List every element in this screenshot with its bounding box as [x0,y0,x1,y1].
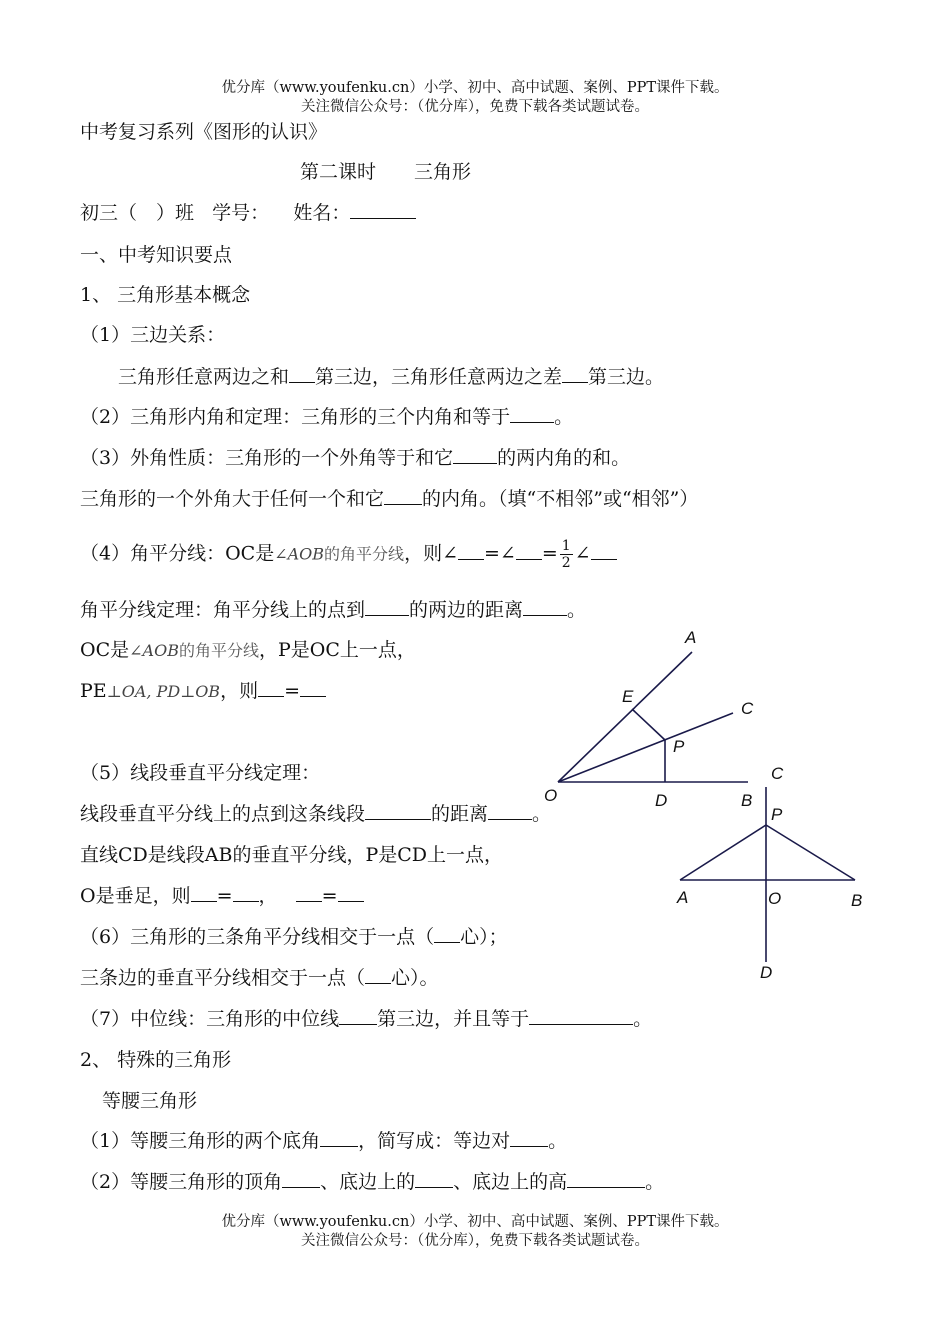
o-part-b: = [216,885,233,907]
angle-bisector-figure [558,652,748,782]
perp-part-b: 的距离 [431,803,489,825]
p2-part-b: 。 [554,406,574,428]
label-p-fig1: P [673,737,685,756]
q2-part-a: （2）等腰三角形的顶角 [80,1171,283,1193]
pe-part-c: = [284,680,300,702]
p1-part-a: 三角形任意两边之和 [118,366,290,388]
p3-part-a: （3）外角性质：三角形的一个外角等于和它 [80,447,454,469]
q1-part-c: 。 [548,1130,568,1152]
q1-part-b: ，简写成：等边对 [358,1130,511,1152]
bis-part-a: 角平分线定理：角平分线上的点到 [80,599,366,621]
label-c-fig1: C [741,699,754,718]
label-b-fig1: B [741,791,753,810]
o-part-d: = [321,885,338,907]
label-e-fig1: E [622,687,634,706]
bis-part-c: 。 [567,599,587,621]
p4-note: 的角平分线 [324,544,405,564]
p4-part-c: =∠ [483,542,516,565]
q2-part-d: 。 [645,1171,665,1193]
p1-part-b: 第三边，三角形任意两边之差 [315,366,563,388]
label-o-fig1: O [544,786,558,805]
q2-part-b: 、底边上的 [320,1171,416,1193]
pe-math: ⊥OA, PD⊥OB [106,682,221,701]
segment-pb [766,825,855,880]
p4-part-a: （4）角平分线：OC是 [80,542,275,565]
label-a-fig2: A [677,888,689,907]
bis-part-b: 的两边的距离 [409,599,524,621]
p6-part-a: （6）三角形的三条角平分线相交于一点（ [80,926,435,948]
cd-line: 直线CD是线段AB的垂直平分线，P是CD上一点， [80,844,504,866]
id-label: 学号： [212,202,270,224]
item2-heading: 2、 特殊的三角形 [80,1049,232,1071]
p3c-part-a: 三角形的一个外角大于任何一个和它 [80,488,385,510]
p4-part-b: ，则∠ [404,542,458,565]
ray-oa [558,652,692,782]
fraction-numerator: 1 [561,538,571,554]
p7-part-b: 第三边，并且等于 [377,1008,530,1030]
p4-part-d: = [541,542,558,565]
segment-pa [680,825,766,880]
p6-part-b: 心）； [460,926,508,948]
p5-heading: （5）线段垂直平分线定理： [80,762,321,784]
item1-heading: 1、 三角形基本概念 [80,284,251,306]
label-p-fig2: P [771,805,783,824]
p4-part-e: ∠ [574,542,591,565]
q1-part-a: （1）等腰三角形的两个底角 [80,1130,321,1152]
oc-math: ∠AOB [129,641,179,660]
lesson-title: 第二课时 三角形 [300,161,472,183]
pe-part-a: PE [80,680,107,702]
fraction-denominator: 2 [561,555,571,571]
perpendicular-bisector-figure [680,787,855,962]
oc-part-b: ，P是OC上一点， [258,639,416,661]
isosceles-heading: 等腰三角形 [102,1090,198,1112]
p6c-part-b: 心）。 [391,967,439,989]
p6c-part-a: 三条边的垂直平分线相交于一点（ [80,967,366,989]
p1-part-c: 第三边。 [588,366,665,388]
perp-part-c: 。 [532,803,552,825]
q2-part-c: 、底边上的高 [453,1171,568,1193]
class-label: 初三（ ）班 [80,202,195,224]
name-label: 姓名： [293,202,351,224]
p2-part-a: （2）三角形内角和定理：三角形的三个内角和等于 [80,406,511,428]
p7-part-a: （7）中位线：三角形的中位线 [80,1008,340,1030]
perp-part-a: 线段垂直平分线上的点到这条线段 [80,803,366,825]
o-part-a: O是垂足，则 [80,885,191,907]
footer-line-2: 关注微信公众号：（优分库），免费下载各类试题试卷。 [301,1233,649,1249]
p1-label: （1）三边关系： [80,324,226,346]
header-line-2: 关注微信公众号：（优分库），免费下载各类试题试卷。 [301,99,649,115]
pe-part-b: ，则 [220,680,259,702]
segment-pe [632,709,665,740]
oc-note: 的角平分线 [178,641,259,660]
label-b-fig2: B [851,891,863,910]
label-d-fig1: D [655,791,668,810]
series-title: 中考复习系列《图形的认识》 [80,121,328,143]
header-line-1: 优分库（www.youfenku.cn）小学、初中、高中试题、案例、PPT课件下载。 [221,80,729,96]
section1-heading: 一、中考知识要点 [80,244,233,266]
oc-part-a: OC是 [80,639,130,661]
p7-part-c: 。 [633,1008,653,1030]
p3-part-b: 的两内角的和。 [497,447,631,469]
o-part-c: ， [258,885,278,907]
label-c-fig2: C [771,764,784,783]
p4-math: ∠AOB [274,544,325,564]
footer-line-1: 优分库（www.youfenku.cn）小学、初中、高中试题、案例、PPT课件下载。 [221,1214,729,1230]
ray-oc [558,713,733,782]
p3c-part-b: 的内角。（填“不相邻”或“相邻”） [422,488,699,510]
label-d-fig2: D [760,963,773,982]
label-a-fig1: A [685,628,697,647]
label-o-fig2: O [768,889,782,908]
